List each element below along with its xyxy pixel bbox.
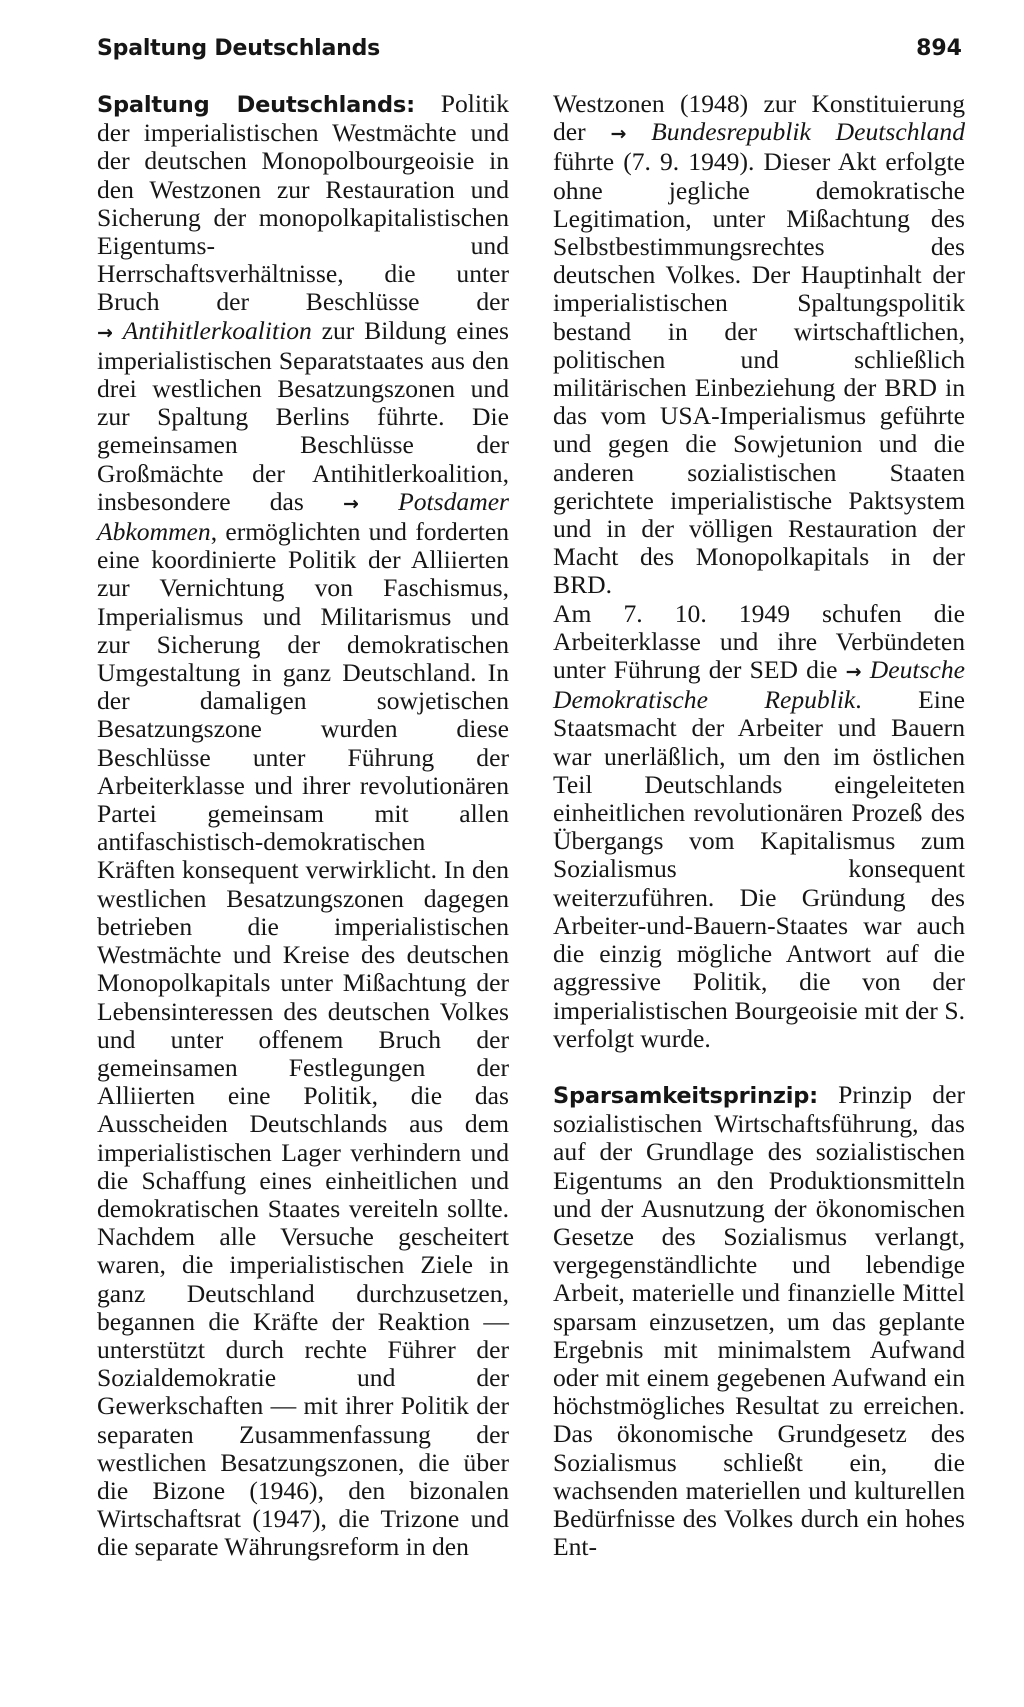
cross-reference-link[interactable]: Antihitlerkoalition [122,315,312,345]
entry-spaltung-deutschlands [97,90,509,1562]
headword: Spaltung Deutschlands: [97,92,415,118]
cross-reference-link[interactable]: Bundesrepublik Deutschland [651,117,966,147]
left-column [97,90,509,1562]
headword: Sparsamkeitsprinzip: [553,1082,818,1109]
entry-text: , ermöglichten und forderten eine koordinierte Politik der Alliierten zur Vernichtung von Faschismus, Imperialismus und Militarismus und zur Sicherung der demokratischen Umgestaltung in ganz Deutschland. In der damaligen sowjetischen Besatzungszone wurden diese Beschlüsse unter Führung der Arbeiterklasse und ihrer revolutionären Partei gemeinsam mit allen antifaschistisch-demokratischen Kräften konsequent verwirklicht. In den westlichen Besatzungszonen dagegen betrieben die imperialistischen Westmächte und Kreise des deutschen Monopolkapitals unter Mißachtung der Lebensinteressen des deutschen Volkes und unter offenem Bruch der gemeinsamen Festlegungen der Alliierten eine Politik, die das Ausscheiden Deutschlands aus dem imperialistischen Lager verhindern und die Schaffung eines einheitlichen und demokratischen Staates vereiteln sollte. Nachdem alle Versuche gescheitert waren, die imperialistischen Ziele in ganz Deutschland durchzusetzen, begannen die Kräfte der Reaktion — unterstützt durch rechte Führer der Sozialdemokratie und der Gewerkschaften — mit ihrer Politik der separaten Zusammenfassung der westlichen Besatzungszonen, die über die Bizone (1946), den bizonalen Wirtschaftsrat (1947), die Trizone und die separate Währungsreform in den [97,517,509,1562]
entry-text: Am 7. 10. 1949 schufen die Arbeiterklasse und ihre Verbündeten unter Führung der SED die [553,598,965,685]
entry-text: . Eine Staatsmacht der Arbeiter und Bauern war unerläßlich, um den im östlichen Teil Deutschlands eingeleiteten einheitlichen revolutionären Prozeß des Übergangs vom Kapitalismus zum Sozialismus konsequent weiterzuführen. Die Gründung des Arbeiter-und-Bauern-Staates war auch die einzig mögliche Antwort auf die aggressive Politik, die von der imperialistischen Bourgeoisie mit der S. verfolgt wurde. [553,685,965,1053]
right-column [553,90,965,1561]
entry-text: Westzonen (1948) zur Konstituierung der [553,89,965,147]
running-head: Spaltung Deutschlands [97,36,381,61]
entry-text: zur Bildung eines imperialistischen Separatstaates aus den drei westlichen Besatzungszonen und zur Spaltung Berlins führte. Die gemeinsamen Beschlüsse der Großmächte der Antihitlerkoalition, insbesondere das [97,315,509,516]
cross-reference-arrow-icon: → [97,321,113,344]
entry-sparsamkeitsprinzip [553,1081,965,1561]
entry-text: Prinzip der sozialistischen Wirtschaftsführung, das auf der Grundlage des sozialistischen Eigentums an den Produktionsmitteln und der Ausnutzung der ökonomischen Gesetze des Sozialismus verlangt, vergegenständlichte und lebendige Arbeit, materielle und finanzielle Mittel sparsam einzusetzen, um das geplante Ergebnis mit minimalstem Aufwand oder mit einem gegebenen Aufwand ein höchstmögliches Resultat zu erreichen. Das ökonomische Grundgesetz des Sozialismus schließt ein, die wachsenden materiellen und kulturellen Bedürfnisse des Volkes durch ein hohes Ent- [553,1079,965,1562]
cross-reference-arrow-icon: → [845,661,862,684]
entry-separator [553,1053,965,1081]
cross-reference-arrow-icon: → [610,123,627,146]
entry-paragraph [553,600,965,1053]
cross-reference-link[interactable]: Potsdamer Abkommen [97,486,510,547]
entry-text: Politik der imperialistischen Westmächte und der deutschen Monopolbourgeoisie in den Westzonen zur Restauration und Sicherung der monopolkapitalistischen Eigentums- und Herrschaftsverhältnisse, die unter Bruch der Beschlüsse der [97,89,510,317]
entry-continuation [553,90,965,600]
cross-reference-link[interactable]: Deutsche Demokratische Republik [553,655,965,715]
page-number: 894 [916,36,962,61]
entry-text: führte (7. 9. 1949). Dieser Akt erfolgte ohne jegliche demokratische Legitimation, unter Mißachtung des Selbstbestimmungsrechtes des deutschen Volkes. Der Hauptinhalt der imperialistischen Spaltungspolitik bestand in der wirtschaftlichen, politischen und schließlich militärischen Einbeziehung der BRD in das vom USA-Imperialismus geführte und gegen die Sowjetunion und die anderen sozialistischen Staaten gerichtete imperialistische Paktsystem und in der völligen Restauration der Macht des Monopolkapitals in der BRD. [553,147,965,600]
cross-reference-arrow-icon: → [343,492,359,515]
